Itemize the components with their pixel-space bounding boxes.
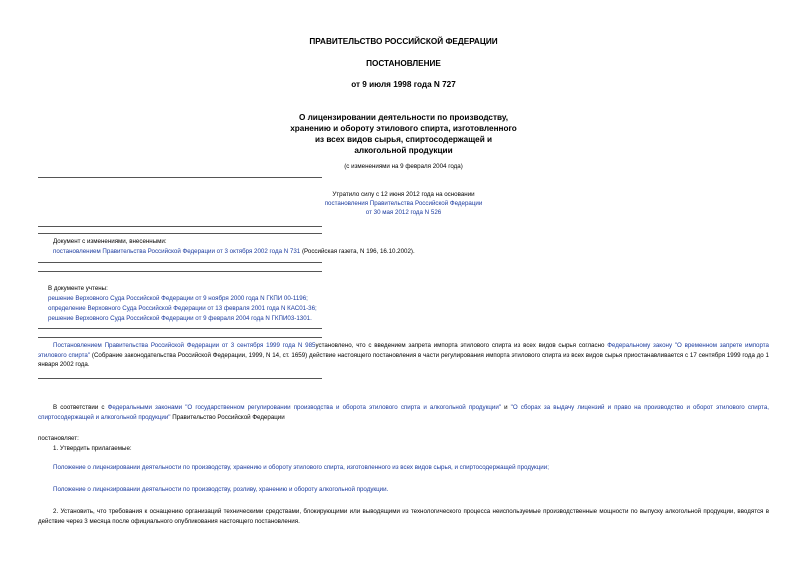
preamble-text: Правительство Российской Федерации	[170, 413, 285, 421]
divider	[38, 177, 322, 178]
changes-note: (с изменениями на 9 февраля 2004 года)	[344, 163, 463, 170]
validity-notice	[0, 190, 807, 217]
considered-item	[38, 294, 769, 304]
regulation-link[interactable]: Положение о лицензировании деятельности по производству, хранению и обороту этилового спирта, изготовленного из всех видов сырья, и спиртосодержащей продукции;	[53, 464, 549, 471]
regulation-2	[38, 485, 769, 495]
preamble-paragraph	[38, 403, 769, 422]
regulation-1	[38, 463, 769, 473]
considered-link[interactable]: решение Верховного Суда Российской Федерации от 9 февраля 2004 года N ГКПИ03-1301.	[48, 315, 312, 322]
doc-title	[0, 112, 807, 156]
divider	[38, 271, 322, 272]
considered-item	[38, 314, 769, 324]
note-text: установлено, что с введением запрета импорта этилового спирта из всех видов сырья согласно	[315, 342, 608, 349]
note-paragraph	[38, 341, 769, 370]
validity-link-date[interactable]: от 30 мая 2012 года N 526	[365, 209, 442, 216]
changes-tail: (Российская газета, N 196, 16.10.2002).	[300, 248, 415, 255]
considered-intro: В документе учтены:	[48, 285, 108, 292]
divider	[38, 233, 322, 234]
considered-link[interactable]: решение Верховного Суда Российской Федерации от 9 ноября 2000 года N ГКПИ 00-1196;	[48, 295, 308, 302]
doc-type: ПОСТАНОВЛЕНИЕ	[366, 59, 441, 68]
item-2: 2. Установить, что требования к оснащению организаций техническими средствами, блокирующими или выводящими из технологического процесса неиспользуемые производственные мощности по выпуску алкогольной продукции, вводятся в действие через 3 месяца после официального опубликования настоящего постановления.	[38, 508, 769, 525]
item-1: 1. Утвердить прилагаемые:	[53, 445, 132, 452]
note-link[interactable]: Постановлением Правительства Российской Федерации от 3 сентября 1999 года N 985	[53, 342, 316, 349]
changes-link[interactable]: постановлением Правительства Российской Федерации от 3 октября 2002 года N 731	[53, 248, 301, 255]
considered-item	[38, 304, 769, 314]
fees-law-link[interactable]: "О сборах за выдачу лицензий и право на производство и оборот этилового спирта, спиртосодержащей и алкогольной продукции"	[38, 404, 769, 421]
title-line: О лицензировании деятельности по производству,	[298, 113, 509, 122]
divider	[38, 262, 322, 263]
divider	[38, 378, 322, 379]
considered-link[interactable]: определение Верховного Суда Российской Федерации от 13 февраля 2001 года N КАС01-36;	[48, 305, 317, 312]
title-line: алкогольной продукции	[354, 146, 453, 155]
law-link[interactable]: Федеральному закону "О временном запрете импорта этилового спирта"	[38, 342, 769, 359]
decides-label: постановляет:	[38, 435, 79, 442]
divider	[38, 226, 322, 227]
title-line: хранению и обороту этилового спирта, изготовленного	[290, 124, 517, 133]
federal-law-link[interactable]: Федеральными законами "О государственном регулировании производства и оборота этилового спирта и алкогольной продукции"	[107, 404, 501, 411]
validity-line: Утратило силу с 12 июня 2012 года на основании	[332, 191, 475, 198]
preamble-text: и	[501, 404, 511, 411]
changes-intro: Документ с изменениями, внесенными:	[53, 238, 167, 245]
divider	[38, 337, 322, 338]
note-text: (Собрание законодательства Российской Федерации, 1999, N 14, ст. 1659) действие настоящего постановления в части регулирования импорта этилового спирта из всех видов сырья приостанавливается с 17 сентября 1999 года до 1 января 2002 года.	[38, 351, 769, 368]
doc-date-number: от 9 июля 1998 года N 727	[351, 80, 456, 89]
org-title: ПРАВИТЕЛЬСТВО РОССИЙСКОЙ ФЕДЕРАЦИИ	[309, 37, 498, 46]
changes-entry	[38, 247, 769, 257]
regulation-link[interactable]: Положение о лицензировании деятельности по производству, розливу, хранению и обороту алкогольной продукции.	[53, 486, 389, 493]
preamble-text: В соответствии с	[53, 404, 108, 411]
divider	[38, 328, 322, 329]
title-line: из всех видов сырья, спиртосодержащей и	[314, 135, 493, 144]
validity-link[interactable]: постановления Правительства Российской Федерации	[324, 200, 483, 207]
